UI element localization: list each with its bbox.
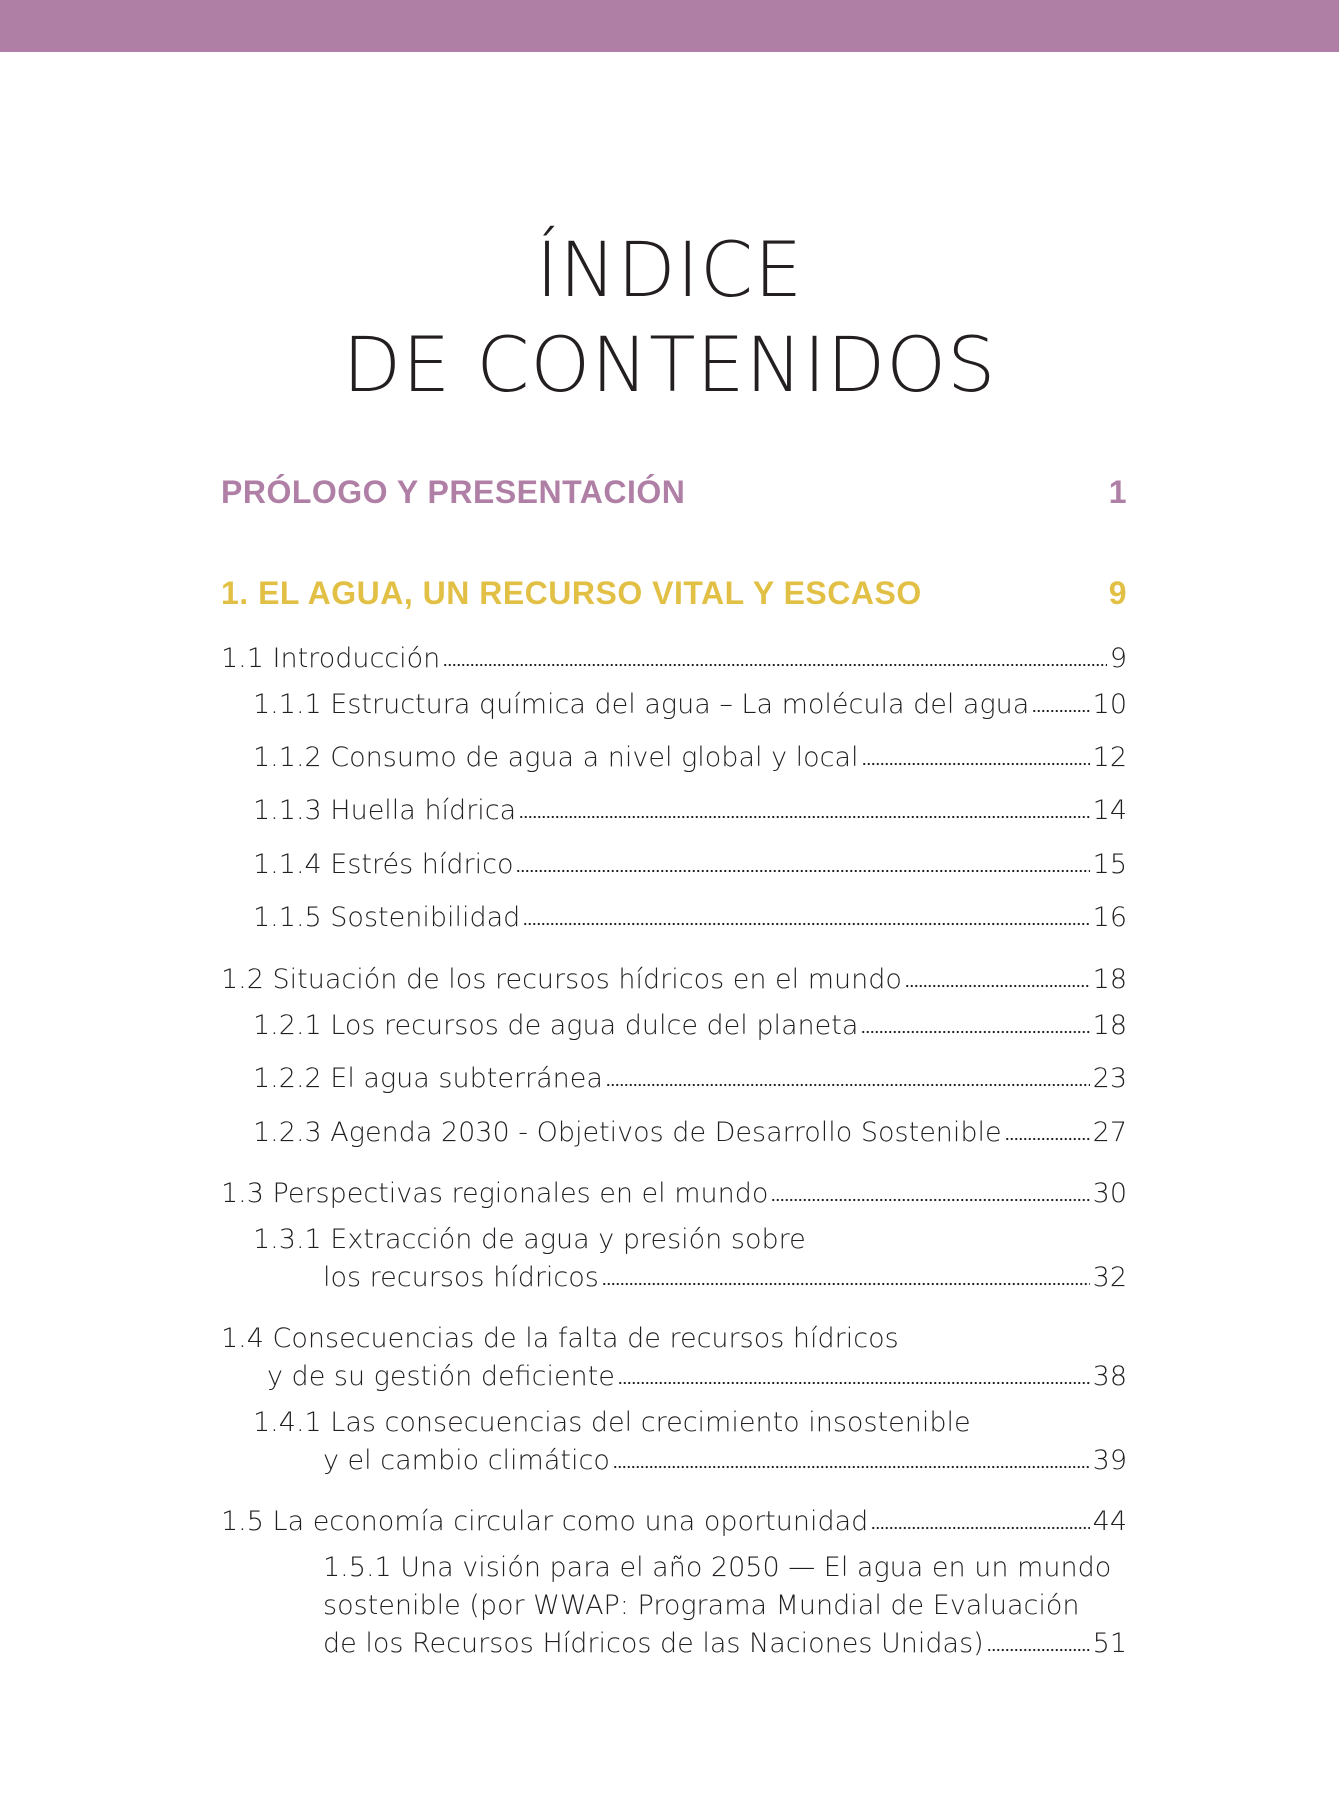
section-prologo[interactable]	[221, 474, 1127, 511]
toc-entry-label: 1.2.1 Los recursos de agua dulce del planeta	[253, 1010, 859, 1041]
toc-entry[interactable]	[323, 1442, 1127, 1480]
toc-entry-label: 1.1.5 Sostenibilidad	[253, 902, 521, 933]
toc-entry-page: 30	[1092, 1178, 1127, 1209]
toc-entry-page: 9	[1109, 643, 1127, 674]
dot-leader	[871, 1525, 1089, 1531]
toc-entry-page: 18	[1092, 1010, 1127, 1041]
dot-leader	[613, 1464, 1090, 1470]
dot-leader	[523, 921, 1089, 927]
dot-leader	[861, 1029, 1089, 1035]
toc-entry[interactable]	[253, 686, 1127, 724]
section-page: 1	[1108, 474, 1127, 510]
dot-leader	[862, 761, 1090, 767]
toc-entry-label: 1.1.4 Estrés hídrico	[253, 849, 514, 880]
toc-entry-page: 32	[1092, 1262, 1127, 1293]
dot-leader	[516, 868, 1089, 874]
toc-entry-page: 44	[1092, 1506, 1127, 1537]
dot-leader	[1032, 708, 1089, 714]
section-label: PRÓLOGO Y PRESENTACIÓN	[221, 474, 686, 510]
toc-entry-label: 1.1.2 Consumo de agua a nivel global y local	[253, 742, 859, 773]
section-label: 1. EL AGUA, UN RECURSO VITAL Y ESCASO	[221, 575, 922, 611]
toc-entry[interactable]	[253, 1114, 1127, 1152]
toc-entry[interactable]	[221, 640, 1127, 678]
dot-leader	[602, 1281, 1090, 1287]
toc-entry-label: y el cambio climático	[323, 1445, 610, 1476]
toc-entry-page: 39	[1092, 1445, 1127, 1476]
dot-leader	[519, 814, 1089, 820]
toc-entry-page: 51	[1092, 1628, 1127, 1659]
toc-entry[interactable]	[323, 1259, 1127, 1297]
toc-entry[interactable]	[253, 846, 1127, 884]
dot-leader	[771, 1197, 1089, 1203]
toc-entry-label: de los Recursos Hídricos de las Naciones Unidas)	[323, 1628, 984, 1659]
toc-entry-continued-line: 1.5.1 Una visión para el año 2050 — El agua en un mundo	[323, 1552, 1112, 1583]
toc-entry-label: 1.2.2 El agua subterránea	[253, 1063, 603, 1094]
dot-leader	[606, 1082, 1090, 1088]
toc-entry-label: y de su gestión deficiente	[267, 1361, 615, 1392]
toc-entry-label: 1.1.1 Estructura química del agua – La molécula del agua	[253, 689, 1030, 720]
toc-entry-page: 15	[1092, 849, 1127, 880]
dot-leader	[1005, 1136, 1090, 1142]
toc-entry-page: 18	[1092, 964, 1127, 995]
toc-entry-page: 14	[1092, 795, 1127, 826]
toc-entry[interactable]	[253, 1007, 1127, 1045]
toc-entry-label: 1.2 Situación de los recursos hídricos en el mundo	[221, 964, 902, 995]
toc-entry-page: 23	[1092, 1063, 1127, 1094]
toc-entry[interactable]	[323, 1625, 1127, 1663]
toc-entry-continued-line: sostenible (por WWAP: Programa Mundial de Evaluación	[323, 1590, 1080, 1621]
toc-entry[interactable]	[253, 1060, 1127, 1098]
toc-entry-label: 1.3 Perspectivas regionales en el mundo	[221, 1178, 769, 1209]
toc-entry-label: 1.1.3 Huella hídrica	[253, 795, 517, 826]
page-title	[0, 222, 1339, 412]
toc-entry-label: 1.1 Introducción	[221, 643, 441, 674]
dot-leader	[905, 983, 1090, 989]
title-line-1: ÍNDICE	[535, 225, 804, 314]
toc-entry[interactable]	[221, 1175, 1127, 1213]
toc-entry-page: 38	[1092, 1361, 1127, 1392]
toc-entry[interactable]	[253, 739, 1127, 777]
dot-leader	[987, 1647, 1090, 1653]
toc-entry-continued-line: 1.4.1 Las consecuencias del crecimiento insostenible	[253, 1407, 971, 1438]
toc-entry-page: 27	[1092, 1117, 1127, 1148]
section-page: 9	[1108, 575, 1127, 611]
toc-entry-label: 1.2.3 Agenda 2030 - Objetivos de Desarrollo Sostenible	[253, 1117, 1002, 1148]
section-chapter-1[interactable]	[221, 575, 1127, 612]
toc-entry[interactable]	[253, 792, 1127, 830]
toc-entry[interactable]	[221, 961, 1127, 999]
top-color-bar	[0, 0, 1339, 52]
toc-entry-label: 1.5 La economía circular como una oportunidad	[221, 1506, 869, 1537]
toc-entry[interactable]	[221, 1503, 1127, 1541]
toc-entry-page: 10	[1092, 689, 1127, 720]
toc-entry-page: 16	[1092, 902, 1127, 933]
toc-entry-continued-line: 1.4 Consecuencias de la falta de recursos hídricos	[221, 1323, 899, 1354]
dot-leader	[618, 1380, 1090, 1386]
toc-entry[interactable]	[253, 899, 1127, 937]
toc-entry-continued-line: 1.3.1 Extracción de agua y presión sobre	[253, 1224, 806, 1255]
toc-entry-page: 12	[1092, 742, 1127, 773]
toc-entry[interactable]	[267, 1358, 1127, 1396]
toc-entry-label: los recursos hídricos	[323, 1262, 599, 1293]
title-line-2: DE CONTENIDOS	[342, 320, 997, 409]
dot-leader	[443, 662, 1107, 668]
